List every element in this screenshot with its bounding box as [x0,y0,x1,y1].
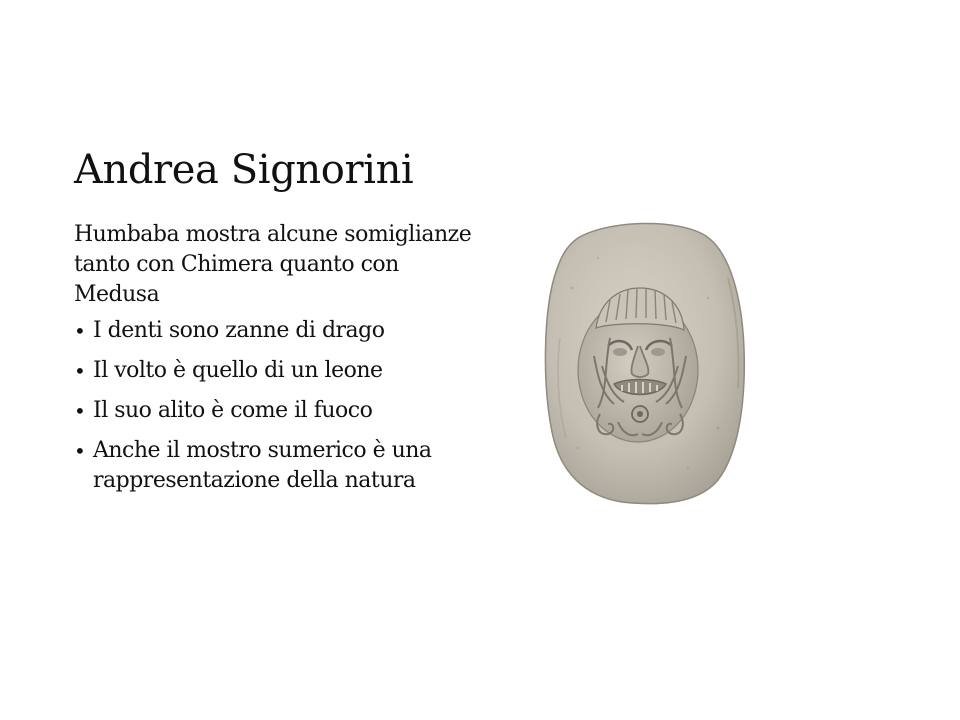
bullet-icon: • [74,399,86,423]
bullet-text: I denti sono zanne di drago [93,318,385,343]
bullet-icon: • [74,319,86,343]
intro-text: Humbaba mostra alcune somiglianze tanto con Chimera quanto con Medusa [74,222,472,307]
humbaba-mask-image [538,218,748,508]
bullet-text: Il volto è quello di un leone [93,358,383,383]
bullet-item [74,316,474,346]
bullet-text: Il suo alito è come il fuoco [93,398,373,423]
bullet-text: Anche il mostro sumerico è una rappresentazione della natura [93,438,432,493]
bullet-item [74,396,474,426]
bullet-item [74,356,474,386]
bullet-item [74,436,474,496]
bullet-icon: • [74,359,86,383]
slide-body [74,220,474,506]
humbaba-mask-relief-icon [538,218,748,508]
bullet-list [74,316,474,496]
slide-title: Andrea Signorini [74,147,414,193]
bullet-icon: • [74,439,86,463]
